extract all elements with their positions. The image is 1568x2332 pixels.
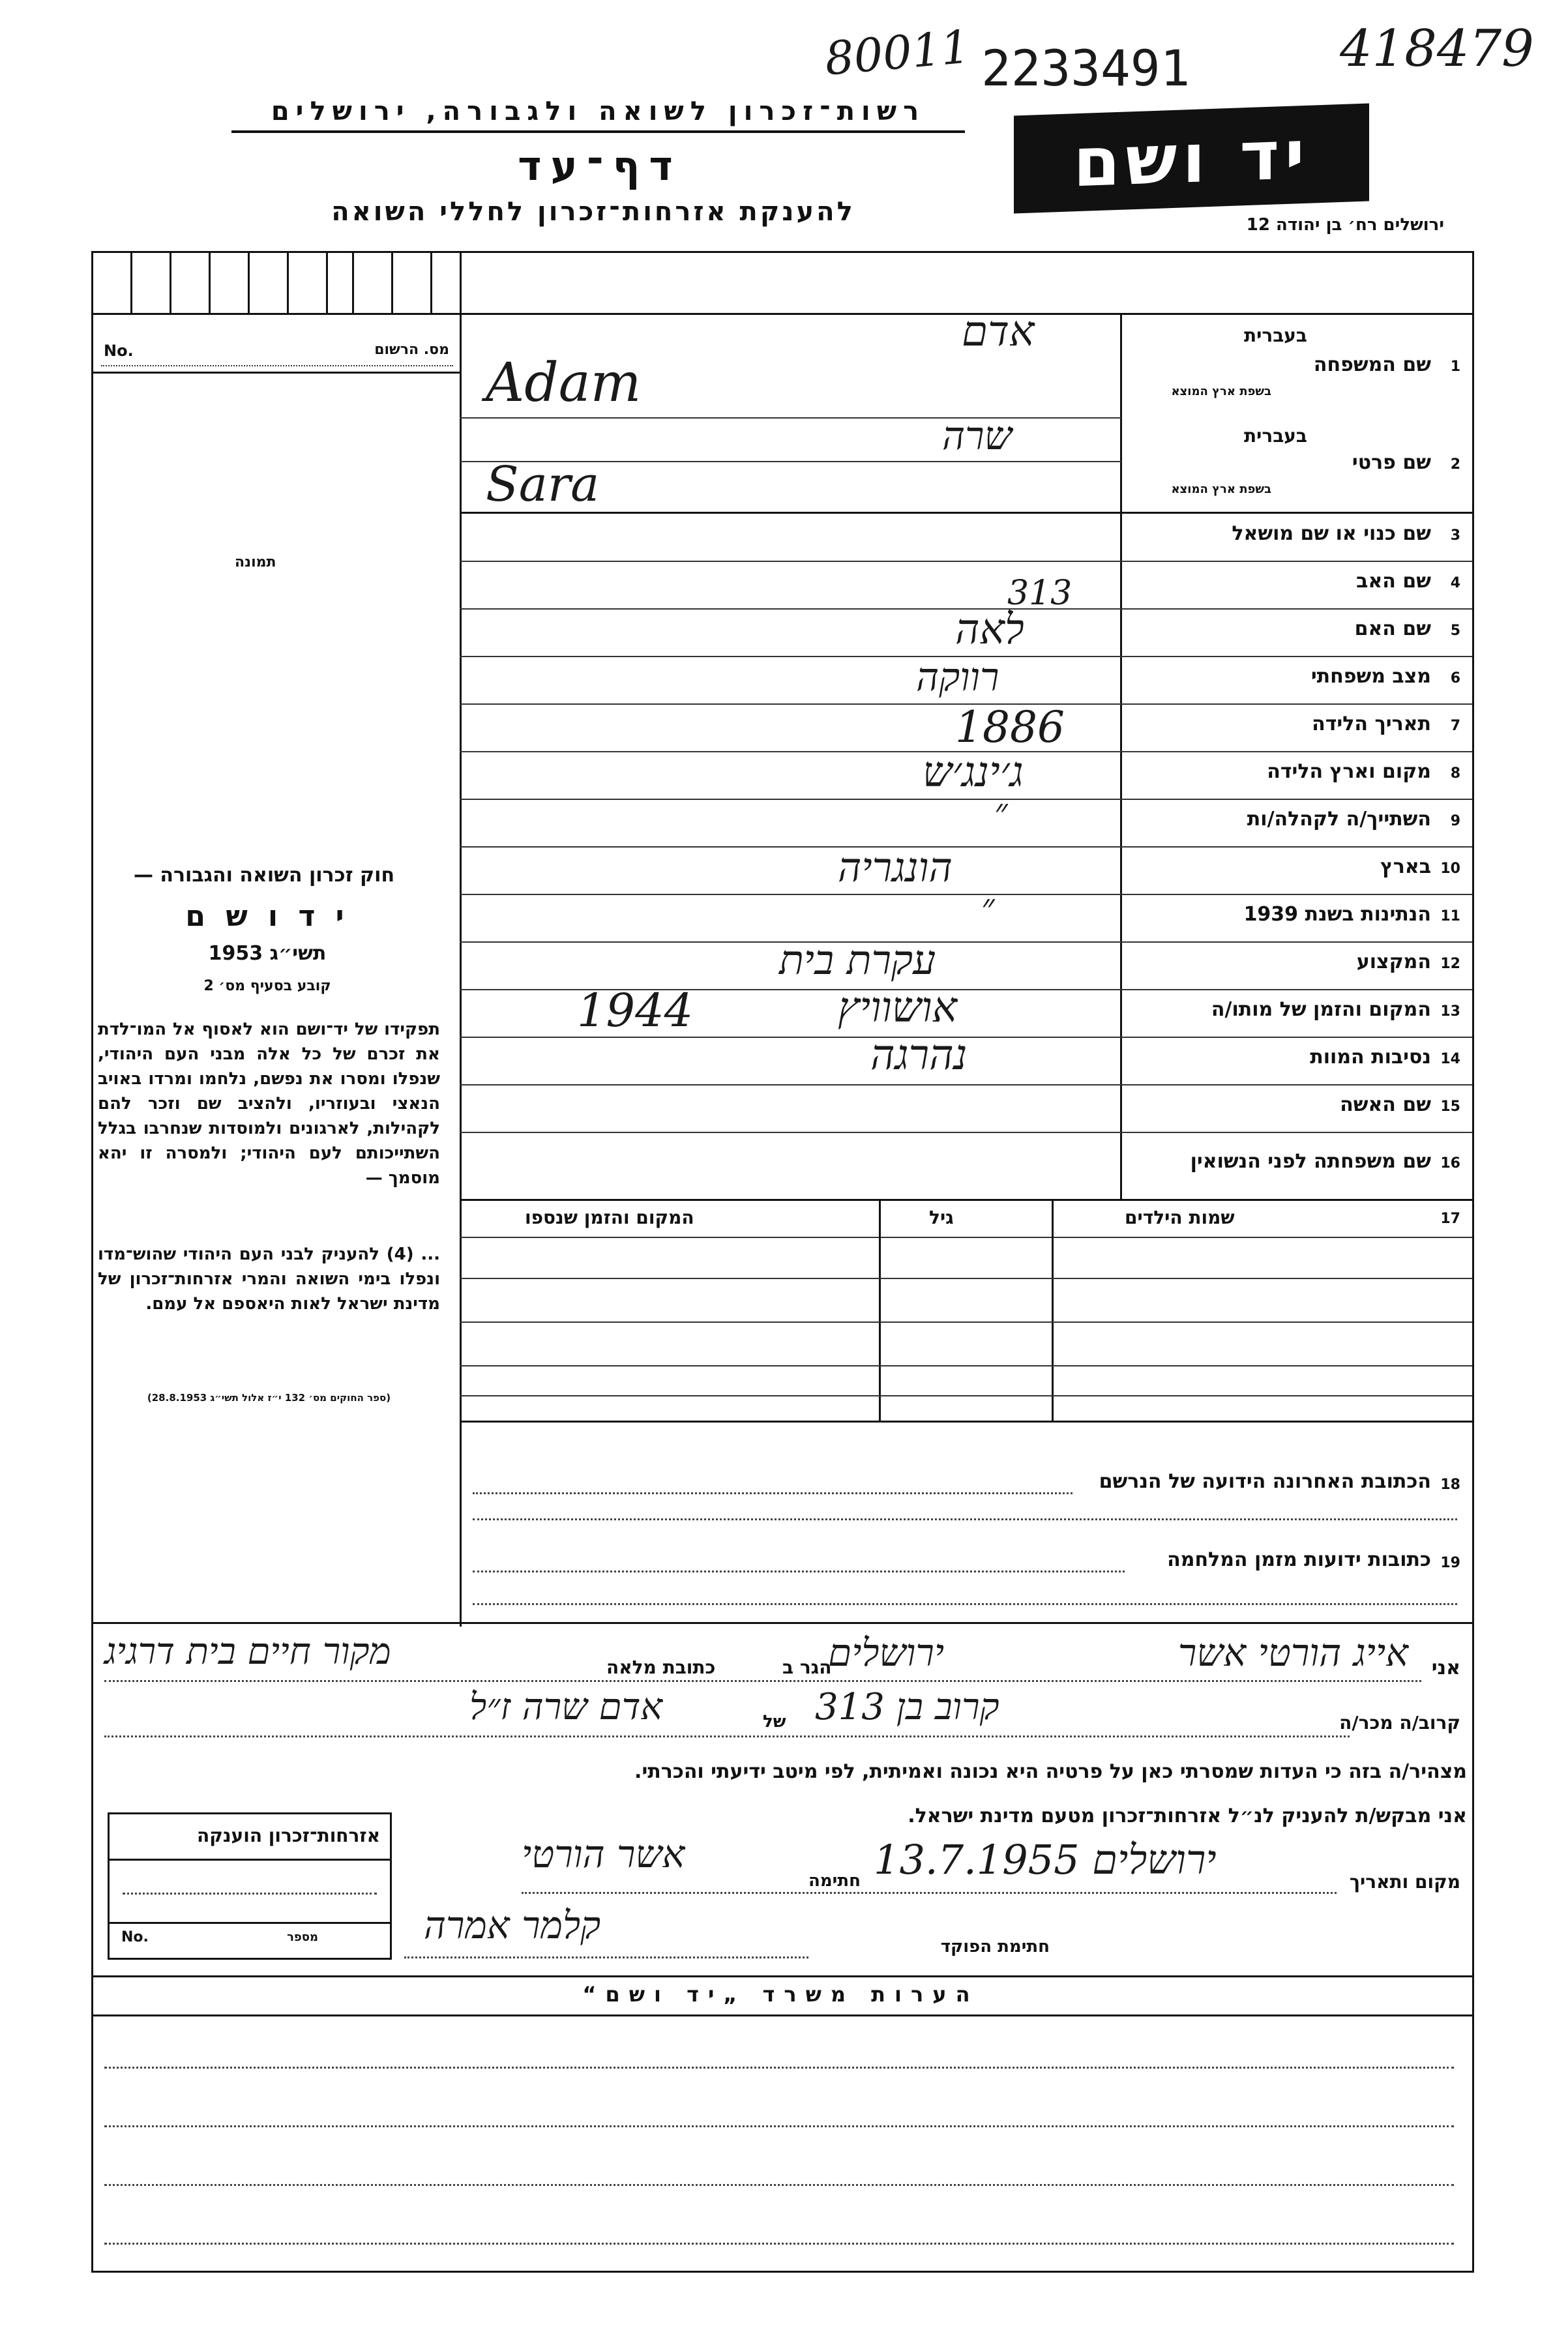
of-name[interactable]: אדם שרה ז״ל: [469, 1686, 663, 1728]
registration-number-field[interactable]: [101, 339, 453, 366]
yad-vashem-logo: יד ושם: [1014, 103, 1369, 213]
row-number: 5: [1450, 623, 1460, 639]
field-label: שם כנוי או שם מושאל: [1232, 522, 1431, 545]
law-title: חוק זכרון השואה והגבורה —: [133, 864, 395, 887]
field-citizenship-1939[interactable]: [460, 886, 1470, 941]
field-value: עקרת בית: [779, 936, 936, 984]
citizenship-granted-title: אזרחות־זכרון הוענקה: [197, 1825, 380, 1846]
field-label: הכתובת האחרונה הידועה של הנרשם: [1099, 1470, 1431, 1493]
row-number: 14: [1440, 1051, 1460, 1067]
field-community[interactable]: [460, 791, 1470, 846]
authority-title: רשות־זכרון לשואה ולגבורה, ירושלים: [231, 96, 965, 133]
field-marital-status[interactable]: [460, 656, 1470, 703]
field-value: הונגריה: [838, 844, 953, 891]
signature-label: חתימה: [808, 1871, 861, 1891]
field-label: שם פרטי: [1352, 451, 1431, 474]
declaration-line-1: [104, 1633, 1467, 1685]
citizenship-granted-box: [108, 1812, 392, 1960]
field-death-place-time[interactable]: [460, 984, 1470, 1037]
field-label: שם המשפחה: [1313, 353, 1431, 376]
field-value: אושוויץ: [838, 984, 957, 1032]
field-label: מצב משפחתי: [1310, 665, 1431, 688]
field-label: הנתינות בשנת 1939: [1243, 903, 1431, 926]
law-name: י ד ו ש ם: [185, 900, 349, 933]
registration-label: מס. הרשום: [374, 342, 449, 358]
field-label: תאריך הלידה: [1312, 713, 1431, 735]
remarks-title: הערות משרד „יד ושם“: [582, 1982, 979, 2007]
field-label: שם האשה: [1340, 1093, 1431, 1116]
death-year: 1944: [577, 984, 694, 1037]
relative-label: קרוב/ה מכר/ה: [1339, 1712, 1460, 1734]
row-number: 9: [1450, 813, 1460, 829]
law-text: תפקידו של יד־ושם הוא לאסוף אל המו־לדת את זכרם של כל אלה מבני העם היהודי, שנפלו ומסרו את נפשם, נלחמו ומרדו באויב הנאצי ובעוזריו, ולהציב שם וזכר להם לקהילות, לארגונים ולמוסדות שנחרבו בגלל השתייכותם לעם היהודי; ולמסרה זו יהא מוסמך —: [98, 1020, 440, 1188]
origin-lang-label: בשפת ארץ המוצא: [1171, 482, 1271, 496]
declaration-line-2: [104, 1686, 1467, 1741]
field-first-name[interactable]: [460, 413, 1470, 512]
field-label: המקום והזמן של מותו/ה: [1211, 998, 1431, 1021]
field-last-address[interactable]: [460, 1421, 1470, 1525]
law-section: קובע בסעיף מס׳ 2: [203, 978, 331, 994]
field-value: ״: [994, 791, 1008, 832]
field-mother-name[interactable]: [460, 608, 1470, 656]
place-date-line: [522, 1832, 1467, 1897]
resides-label: הגר ב: [782, 1657, 832, 1678]
place-date[interactable]: ירושלים 13.7.1955: [874, 1836, 1217, 1883]
row-number: 15: [1440, 1099, 1460, 1115]
field-label: מקום וארץ הלידה: [1267, 760, 1431, 783]
field-label: שם האם: [1354, 617, 1431, 640]
citizenship-no-label: No.: [121, 1929, 149, 1945]
photo-label: תמונה: [235, 554, 276, 570]
citizenship-number-label: מספר: [287, 1930, 318, 1944]
officer-signature[interactable]: קלמר אמרה: [424, 1903, 601, 1947]
field-label: שם משפחתה לפני הנשואין: [1190, 1150, 1431, 1173]
row-number: 8: [1450, 765, 1460, 782]
form-title: דף־עד: [518, 142, 682, 190]
col-age: גיל: [929, 1207, 954, 1228]
field-value: ״: [981, 886, 995, 927]
declaration-statement: מצהיר/ה בזה כי העדות שמסרתי כאן על פרטיה היא נכונה ואמיתית, לפי מיטב ידיעתי והכרתי.: [634, 1760, 1467, 1783]
law-clause: ... (4) להעניק לבני העם היהודי שהוש־מדו ונפלו בימי השואה והמרי אזרחות־זכרון של מדינת ישראל לאות היאספם אל עמם.: [98, 1245, 440, 1314]
row-number: 19: [1440, 1555, 1460, 1571]
relation[interactable]: קרוב בן 313: [815, 1686, 999, 1728]
field-country[interactable]: [460, 846, 1470, 894]
archive-number-2: 2233491: [981, 39, 1191, 97]
field-label: נסיבות המוות: [1310, 1046, 1431, 1069]
place-date-label: מקום ותאריך: [1349, 1871, 1460, 1893]
hebrew-label: בעברית: [1243, 325, 1307, 346]
row-number: 17: [1440, 1211, 1460, 1227]
archive-number-1: 80011: [822, 20, 972, 86]
family-name-hebrew: אדם: [962, 308, 1035, 356]
field-nickname[interactable]: [460, 513, 1470, 561]
field-value: ג׳ינג׳ש: [923, 748, 1024, 797]
field-birth-date[interactable]: [460, 703, 1470, 751]
field-war-addresses[interactable]: [460, 1525, 1470, 1620]
declaration-request: אני מבקש/ת להעניק לנ״ל אזרחות־זכרון מטעם מדינת ישראל.: [908, 1805, 1467, 1827]
city[interactable]: ירושלים: [828, 1631, 945, 1675]
hebrew-label: בעברית: [1243, 425, 1307, 447]
officer-line: [404, 1903, 1056, 1959]
of-label: של: [763, 1712, 786, 1732]
field-profession[interactable]: [460, 936, 1470, 989]
origin-lang-label: בשפת ארץ המוצא: [1171, 385, 1271, 398]
row-number: 12: [1440, 956, 1460, 972]
i-label: אני: [1431, 1657, 1460, 1679]
law-year: תשי״ג 1953: [208, 942, 327, 965]
no-label: No.: [104, 342, 134, 360]
field-label: כתובות ידועות מזמן המלחמה: [1167, 1548, 1431, 1571]
officer-label: חתימת הפוקד: [940, 1937, 1050, 1956]
children-table-header: [460, 1199, 1470, 1237]
law-source: (ספר החוקים מס׳ 132 י״ז אלול תשי״ג 28.8.1953): [147, 1392, 391, 1404]
field-maiden-name[interactable]: [460, 1132, 1470, 1199]
field-birth-place[interactable]: [460, 748, 1470, 799]
col-children-names: שמות הילדים: [1125, 1207, 1235, 1228]
row-number: 16: [1440, 1155, 1460, 1172]
field-wife-name[interactable]: [460, 1084, 1470, 1132]
row-number: 11: [1440, 908, 1460, 924]
archive-number-3: 418479: [1340, 20, 1534, 78]
row-number: 10: [1440, 861, 1460, 877]
field-label: השתייך/ה לקהלה/ות: [1247, 808, 1431, 831]
field-death-circumstances[interactable]: [460, 1031, 1470, 1084]
field-value: 313: [1007, 574, 1072, 613]
field-father-name[interactable]: [460, 561, 1470, 613]
row-number: 4: [1450, 575, 1460, 591]
declarant-signature[interactable]: אשר הורטי: [522, 1832, 685, 1876]
row-number: 18: [1440, 1477, 1460, 1493]
remarks-frame: [91, 1975, 1474, 2273]
row-number: 3: [1450, 527, 1460, 544]
field-value: לאה: [955, 606, 1024, 654]
row-number: 2: [1450, 456, 1460, 473]
form-subtitle: להענקת אזרחות־זכרון לחללי השואה: [331, 197, 855, 227]
row-number: 13: [1440, 1003, 1460, 1020]
field-label: שם האב: [1356, 570, 1431, 593]
address-line: ירושלים רח׳ בן יהודה 12: [1246, 215, 1444, 235]
family-name-latin: Adam: [486, 352, 642, 414]
first-name-latin: Sara: [486, 456, 600, 512]
row-number: 7: [1450, 718, 1460, 734]
field-label: המקצוע: [1356, 951, 1431, 973]
first-name-hebrew: שרה: [942, 413, 1013, 459]
address-label: כתובת מלאה: [606, 1657, 716, 1678]
field-label: בארץ: [1380, 855, 1431, 878]
full-address[interactable]: מקור חיים בית דרגיג: [104, 1631, 391, 1673]
row-number: 6: [1450, 670, 1460, 686]
field-value: רווקה: [916, 655, 999, 700]
field-value: נהרגה: [870, 1031, 968, 1080]
field-value: 1886: [955, 702, 1065, 752]
col-place-time: המקום והזמן שנספו: [525, 1207, 694, 1228]
row-number: 1: [1450, 359, 1460, 375]
declarant-name[interactable]: אייג הורטי אשר: [1177, 1631, 1408, 1675]
